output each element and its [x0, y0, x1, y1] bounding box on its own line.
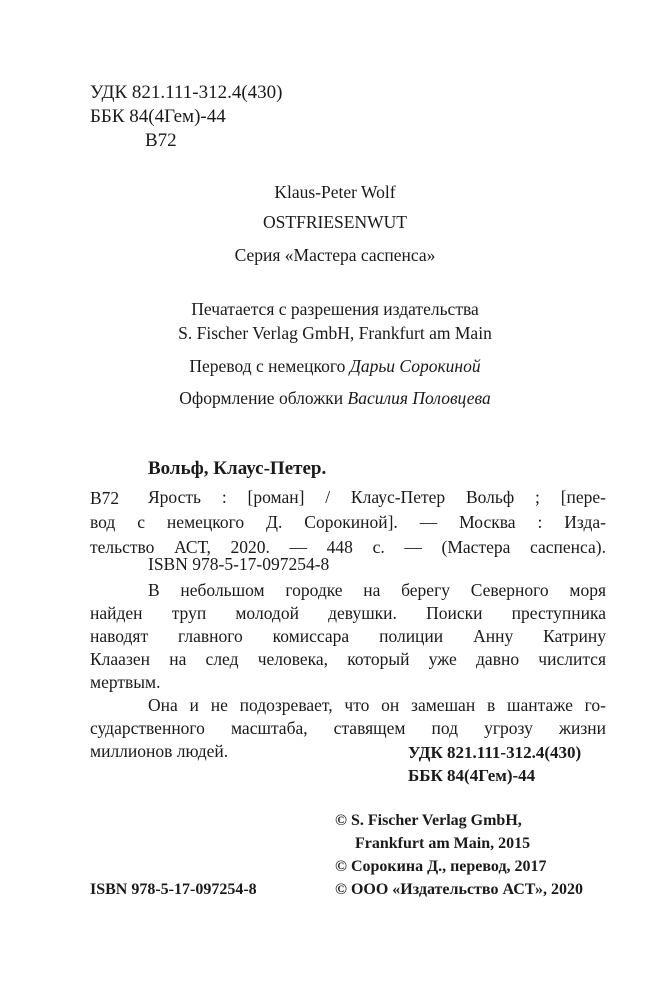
annotation-p1-line-4: Клаазен на след человека, который уже давно числится: [90, 649, 606, 669]
header-author-mark: В72: [145, 130, 177, 151]
annotation: [90, 579, 606, 763]
catalog-author-heading: Вольф, Клаус-Петер.: [148, 458, 327, 479]
header-bbk: ББК 84(4Гем)-44: [90, 106, 226, 127]
annotation-p1-line-5: мертвым.: [90, 672, 161, 692]
footer-codes: [408, 741, 581, 787]
copyright-line-1: © S. Fischer Verlag GmbH,: [335, 812, 522, 829]
cover-prefix: Оформление обложки: [179, 388, 348, 408]
annotation-p2-line-2: сударственного масштаба, ставящем под угрозу жизни: [90, 718, 606, 738]
catalog-isbn: ISBN 978-5-17-097254-8: [148, 554, 330, 574]
original-title: OSTFRIESENWUT: [263, 212, 407, 232]
catalog-desc-line-1: Ярость : [роман] / Клаус-Петер Вольф ; [пере-: [148, 487, 606, 507]
catalog-desc-line-2: вод с немецкого Д. Сорокиной]. — Москва : Изда-: [90, 512, 606, 532]
series-name: Серия «Мастера саспенса»: [234, 245, 436, 265]
permission-line-1: Печатается с разрешения издательства: [191, 299, 479, 319]
header-codes: [90, 81, 283, 153]
annotation-p2-line-3: миллионов людей.: [90, 741, 229, 761]
copyright-line-3: © Сорокина Д., перевод, 2017: [335, 858, 547, 875]
footer-bbk: ББК 84(4Гем)-44: [408, 766, 536, 785]
header-udk: УДК 821.111-312.4(430): [90, 82, 283, 103]
cover-credit: [0, 387, 670, 409]
copyright-line-2: Frankfurt am Main, 2015: [355, 835, 531, 852]
annotation-p2-line-1: Она и не подозревает, что он замешан в шантаже го-: [148, 695, 606, 715]
catalog-author-mark: В72: [90, 488, 120, 508]
catalog-desc-line-3: тельство АСТ, 2020. — 448 с. — (Мастера саспенса).: [90, 537, 606, 557]
translation-credit: [0, 355, 670, 377]
footer-udk: УДК 821.111-312.4(430): [408, 743, 582, 762]
copyright-isbn: ISBN 978-5-17-097254-8: [90, 881, 257, 898]
annotation-p1-line-3: наводят главного комиссара полиции Анну Катрину: [90, 626, 606, 646]
copyright-block: [335, 810, 583, 901]
translator-name: Дарьи Сорокиной: [349, 356, 481, 376]
cover-designer-name: Василия Половцева: [347, 388, 491, 408]
permission-line-2: S. Fischer Verlag GmbH, Frankfurt am Main: [178, 323, 492, 343]
annotation-p1-line-1: В небольшом городке на берегу Северного моря: [148, 580, 606, 600]
translation-prefix: Перевод с немецкого: [189, 356, 350, 376]
annotation-p1-line-2: найден труп молодой девушки. Поиски преступника: [90, 603, 606, 623]
original-author: Klaus-Peter Wolf: [274, 182, 396, 202]
copyright-line-4: © ООО «Издательство АСТ», 2020: [335, 881, 584, 898]
